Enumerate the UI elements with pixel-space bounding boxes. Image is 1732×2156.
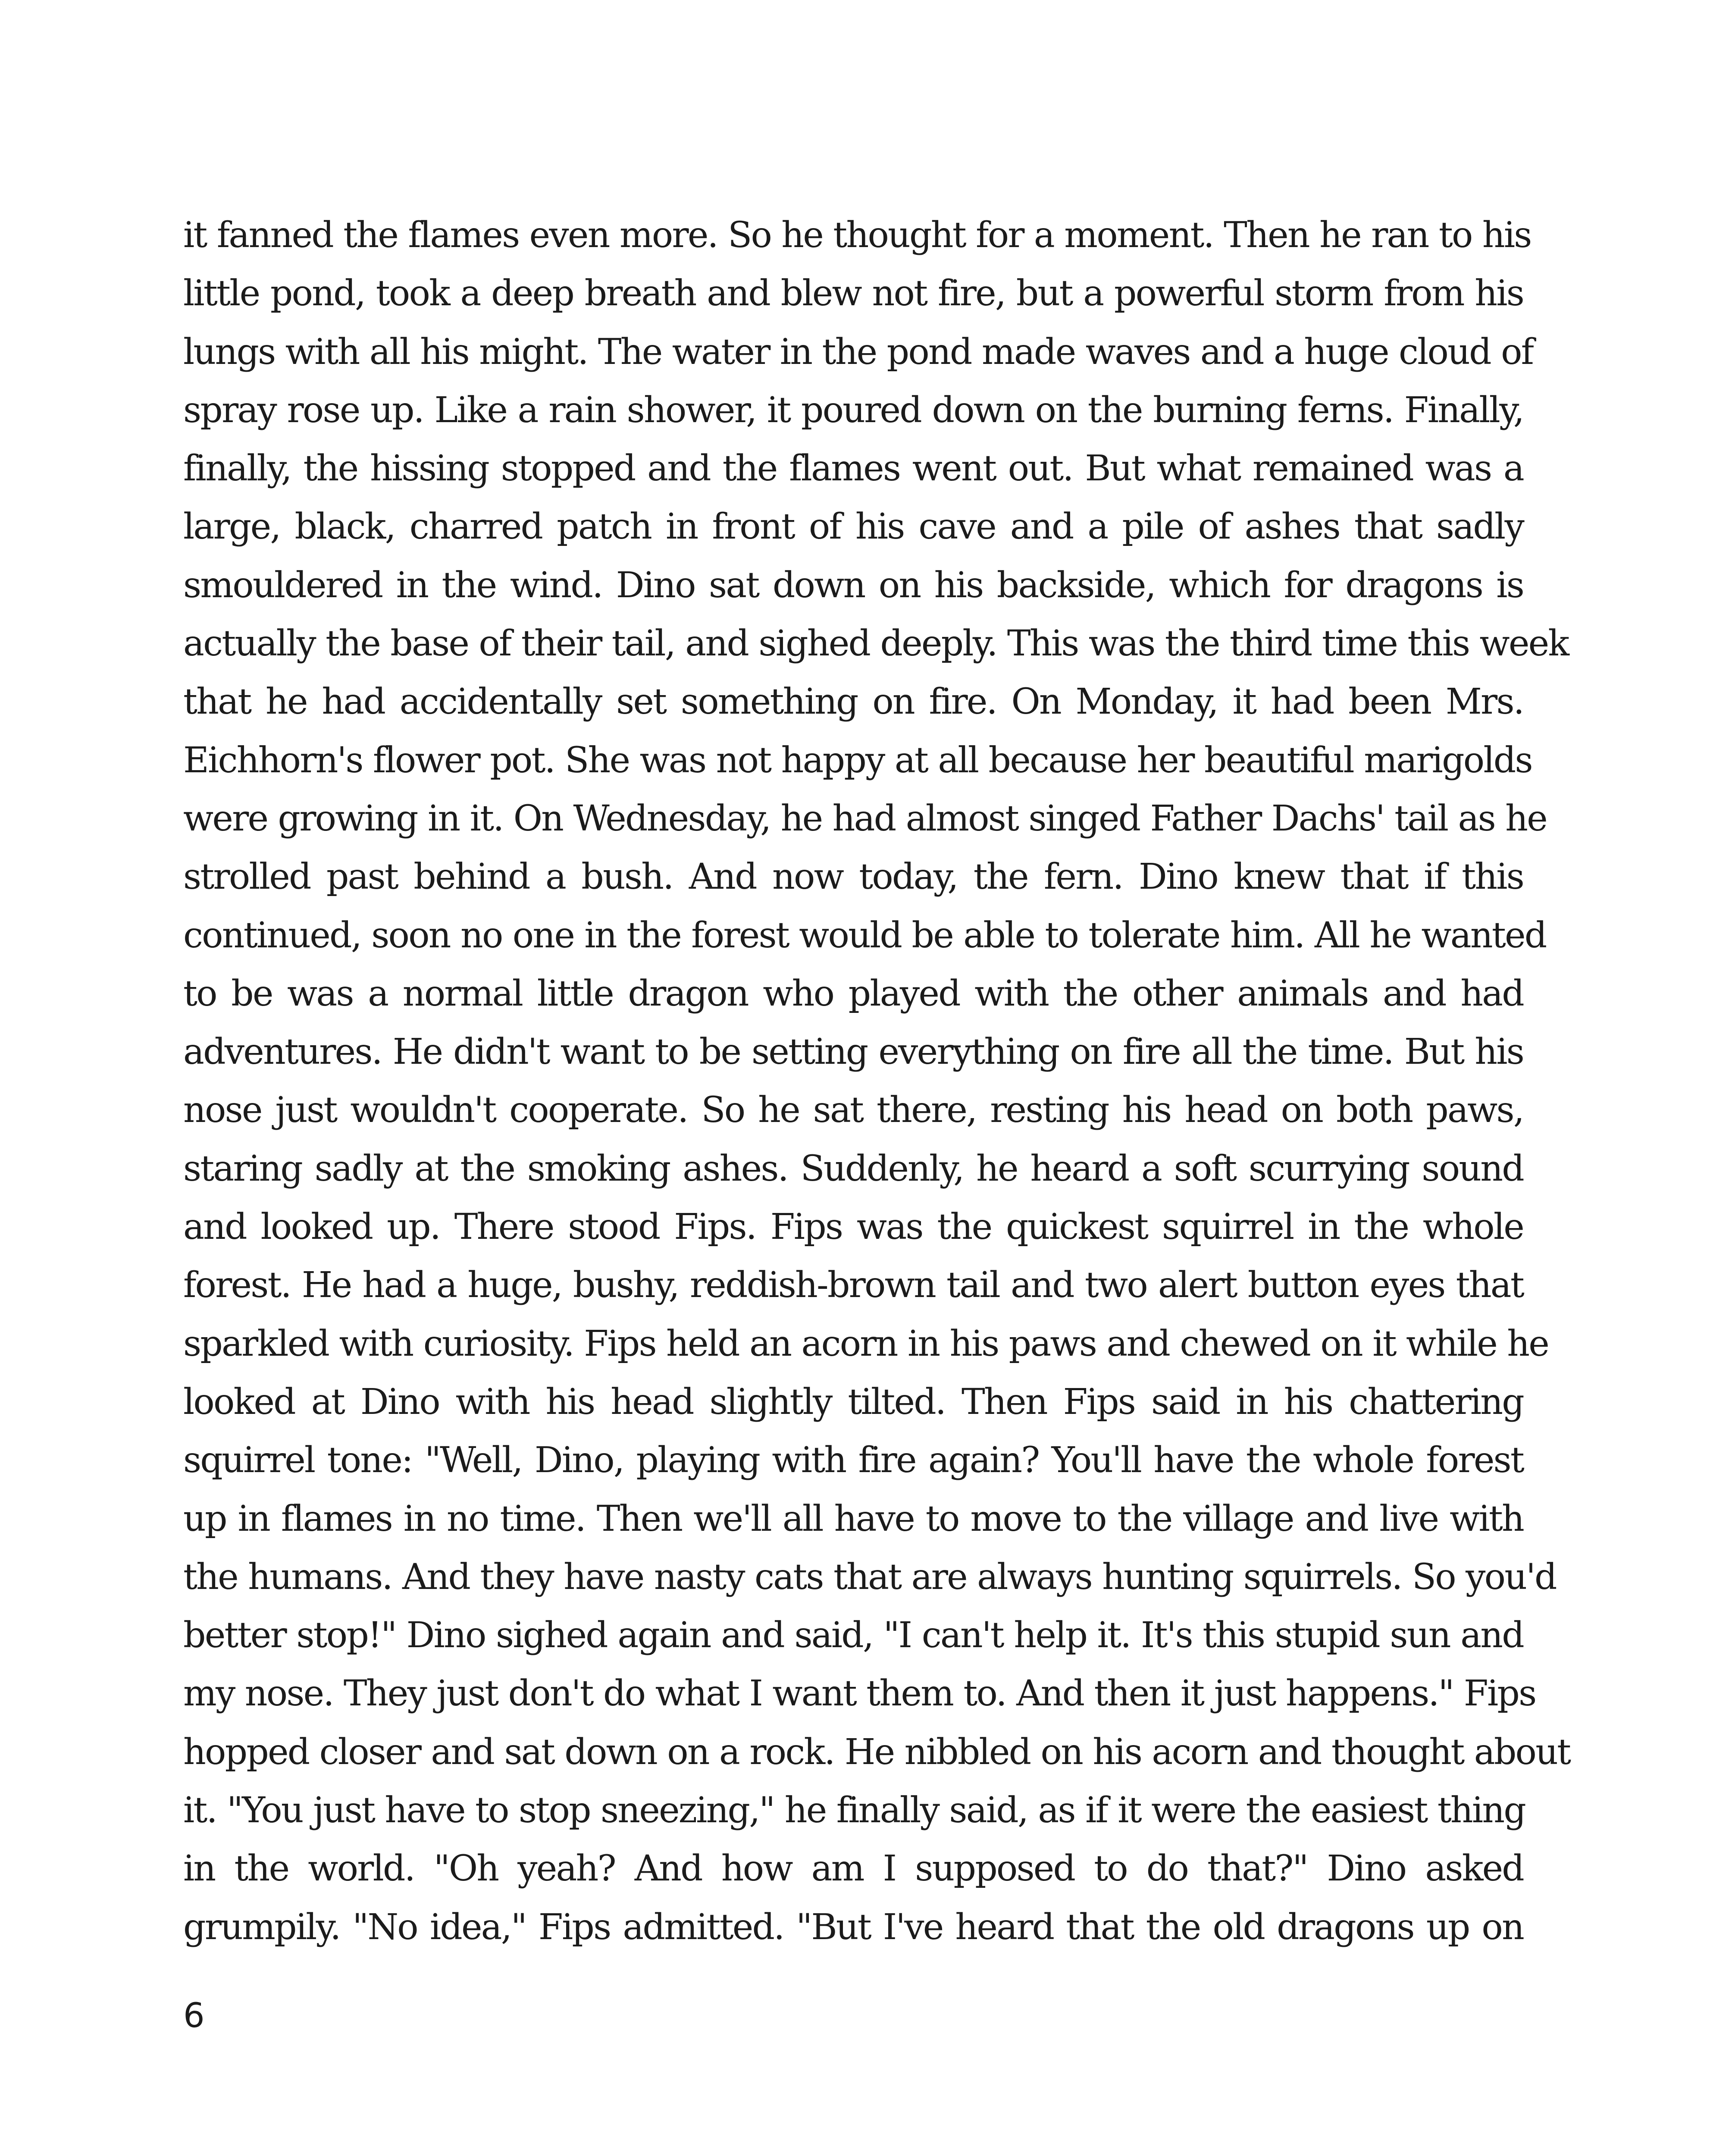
- text-line: hopped closer and sat down on a rock. He nibbled on his acorn and thought about: [183, 1731, 1570, 1773]
- text-line: continued, soon no one in the forest would be able to tolerate him. All he wanted: [183, 915, 1546, 956]
- text-line: strolled past behind a bush. And now today, the fern. Dino knew that if this: [183, 856, 1523, 898]
- text-line: it fanned the flames even more. So he thought for a moment. Then he ran to his: [183, 215, 1531, 256]
- text-line: it. "You just have to stop sneezing," he finally said, as if it were the easiest thing: [183, 1790, 1525, 1831]
- text-line: forest. He had a huge, bushy, reddish-brown tail and two alert button eyes that: [183, 1265, 1523, 1306]
- text-line: large, black, charred patch in front of his cave and a pile of ashes that sadly: [183, 506, 1523, 548]
- text-line: that he had accidentally set something on fire. On Monday, it had been Mrs.: [183, 681, 1523, 723]
- text-line: actually the base of their tail, and sighed deeply. This was the third time this week: [183, 623, 1569, 664]
- text-line: adventures. He didn't want to be setting everything on fire all the time. But his: [183, 1031, 1523, 1073]
- text-line: smouldered in the wind. Dino sat down on his backside, which for dragons is: [183, 564, 1523, 606]
- text-line: to be was a normal little dragon who played with the other animals and had: [183, 973, 1523, 1014]
- text-line: were growing in it. On Wednesday, he had almost singed Father Dachs' tail as he: [183, 798, 1547, 839]
- text-line: squirrel tone: "Well, Dino, playing with fire again? You'll have the whole forest: [183, 1440, 1523, 1481]
- text-line: grumpily. "No idea," Fips admitted. "But I've heard that the old dragons up on: [183, 1906, 1523, 1948]
- text-line: staring sadly at the smoking ashes. Suddenly, he heard a soft scurrying sound: [183, 1148, 1523, 1189]
- text-line: little pond, took a deep breath and blew not fire, but a powerful storm from his: [183, 273, 1523, 314]
- text-line: Eichhorn's flower pot. She was not happy at all because her beautiful marigolds: [183, 740, 1532, 781]
- text-line: lungs with all his might. The water in the pond made waves and a huge cloud of: [183, 331, 1533, 373]
- text-line: sparkled with curiosity. Fips held an acorn in his paws and chewed on it while he: [183, 1323, 1549, 1364]
- text-line: and looked up. There stood Fips. Fips was the quickest squirrel in the whole: [183, 1206, 1523, 1248]
- page-number: 6: [183, 1996, 205, 2035]
- text-line: finally, the hissing stopped and the flames went out. But what remained was a: [183, 448, 1523, 489]
- text-line: nose just wouldn't cooperate. So he sat there, resting his head on both paws,: [183, 1090, 1523, 1131]
- text-line: better stop!" Dino sighed again and said, "I can't help it. It's this stupid sun and: [183, 1615, 1523, 1656]
- text-line: looked at Dino with his head slightly tilted. Then Fips said in his chattering: [183, 1381, 1523, 1423]
- text-line: up in flames in no time. Then we'll all have to move to the village and live with: [183, 1498, 1523, 1539]
- text-line: in the world. "Oh yeah? And how am I supposed to do that?" Dino asked: [183, 1848, 1523, 1890]
- body-paragraph: [183, 206, 1570, 1956]
- text-line: the humans. And they have nasty cats that are always hunting squirrels. So you'd: [183, 1556, 1556, 1598]
- text-line: spray rose up. Like a rain shower, it poured down on the burning ferns. Finally,: [183, 389, 1523, 431]
- text-line: my nose. They just don't do what I want them to. And then it just happens." Fips: [183, 1673, 1536, 1714]
